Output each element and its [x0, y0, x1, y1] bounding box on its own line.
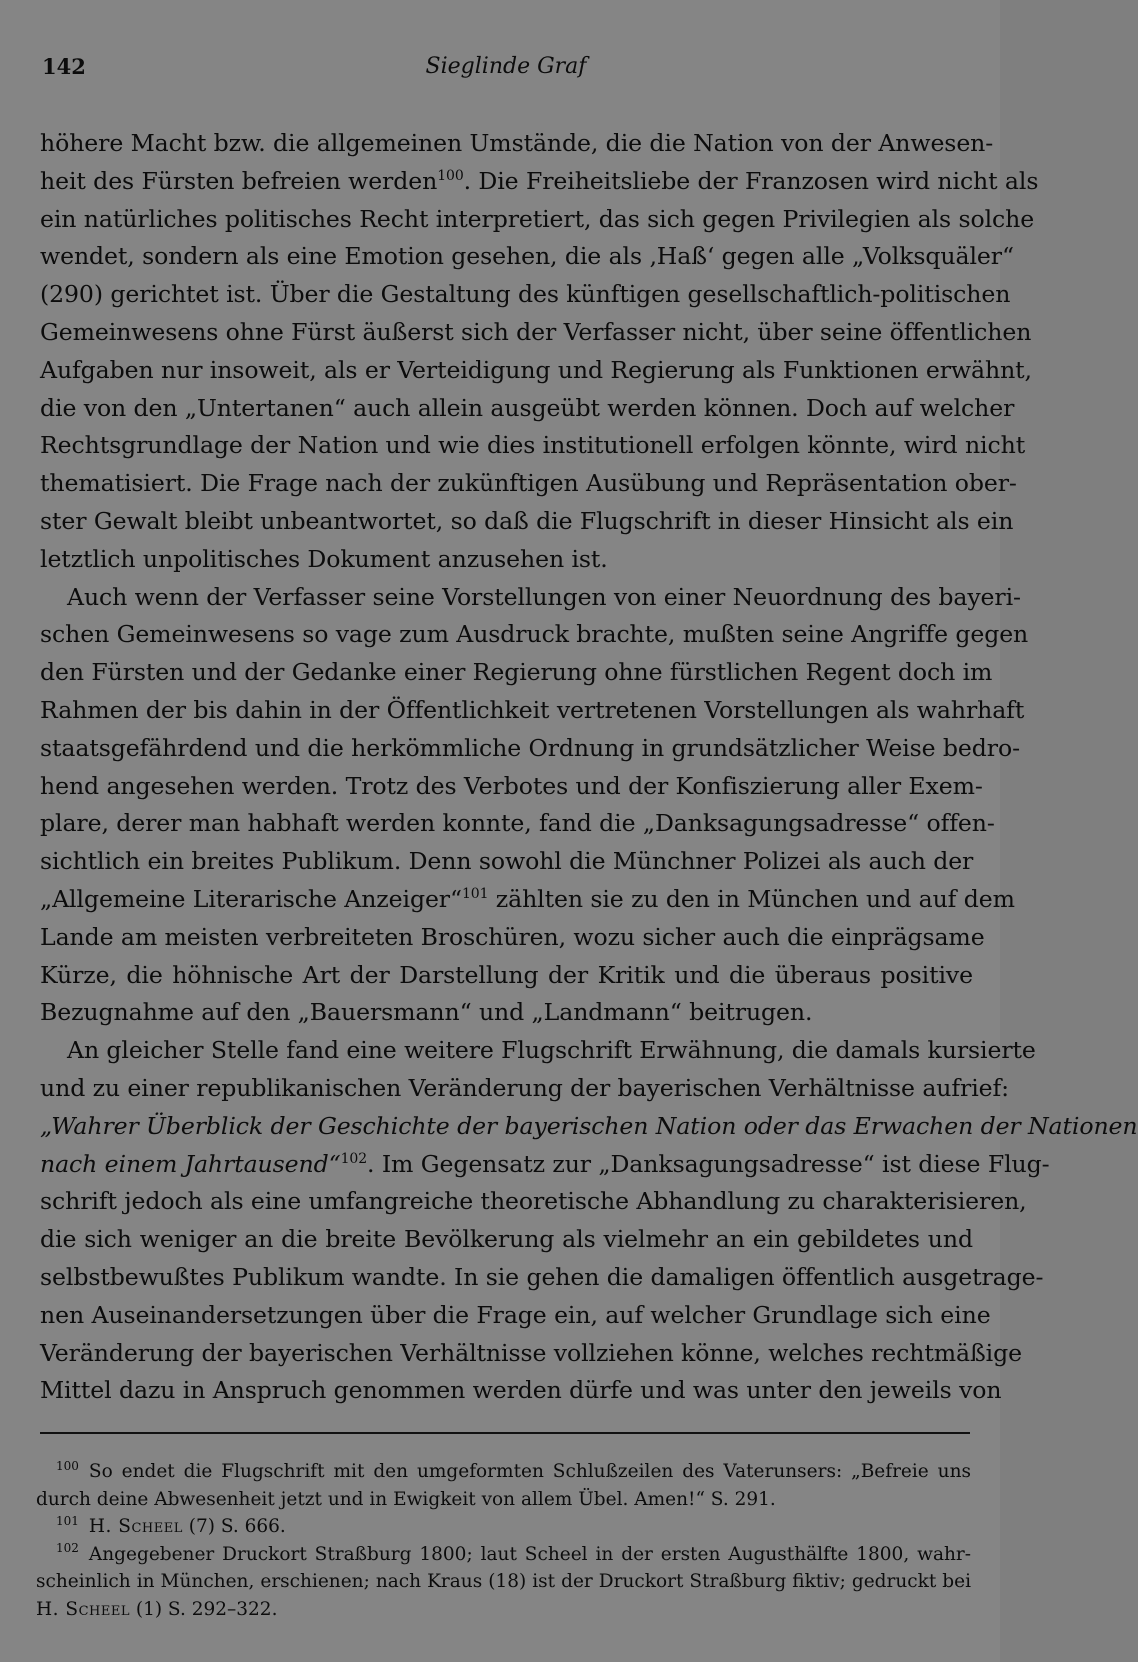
title-citation-line: „Wahrer Überblick der Geschichte der bayerischen Nation oder das Erwachen der Nationen [40, 1111, 1138, 1140]
paragraph-start: An gleicher Stelle fand eine weitere Flugschrift Erwähnung, die damals kursierte [67, 1036, 1036, 1065]
text-line: die sich weniger an die breite Bevölkerung als vielmehr an ein gebildetes und [40, 1225, 973, 1254]
text-line: Lande am meisten verbreiteten Broschüren, wozu sicher auch die einprägsame [40, 922, 985, 951]
text-line: Veränderung der bayerischen Verhältnisse vollziehen könne, welches rechtmäßige [40, 1338, 1022, 1367]
footnote-text-line [36, 1596, 971, 1624]
footnote-100 [36, 1458, 971, 1486]
page-header [42, 54, 970, 94]
text-line: plare, derer man habhaft werden konnte, fand die „Danksagungsadresse“ offen- [40, 809, 995, 838]
footnote-ref-102: 102 [340, 1150, 368, 1167]
text-line [40, 163, 1039, 201]
text-line [40, 881, 1015, 919]
footnote-102 [36, 1541, 971, 1569]
text-line: Rechtsgrundlage der Nation und wie dies institutionell erfolgen könnte, wird nicht [40, 431, 1026, 460]
text-line: letztlich unpolitisches Dokument anzusehen ist. [40, 544, 608, 573]
running-head: Sieglinde Graf [425, 54, 587, 79]
text-segment: „Allgemeine Literarische Anzeiger“ [40, 884, 462, 913]
text-line: Aufgaben nur insoweit, als er Verteidigung und Regierung als Funktionen erwähnt, [40, 355, 1032, 384]
footnote-text: (1) S. 292–322. [129, 1598, 278, 1620]
title-citation: nach einem Jahrtausend“ [40, 1149, 341, 1178]
footnote-text-line: scheinlich in München, erschienen; nach Kraus (18) ist der Druckort Straßburg fiktiv; gedruckt bei [36, 1571, 971, 1592]
text-line [40, 1146, 1050, 1184]
text-line: wendet, sondern als eine Emotion gesehen, die als ‚Haß‘ gegen alle „Volksquäler“ [40, 242, 1014, 271]
text-segment: zählten sie zu den in München und auf dem [488, 884, 1015, 913]
footnote-ref-100: 100 [437, 167, 464, 184]
footnote-author: H. Scheel [88, 1516, 183, 1537]
footnote-ref-101: 101 [461, 886, 489, 903]
text-line: sichtlich ein breites Publikum. Denn sowohl die Münchner Polizei als auch der [40, 847, 974, 876]
text-line: hend angesehen werden. Trotz des Verbotes und der Konfiszierung aller Exem- [40, 771, 983, 800]
text-line: (290) gerichtet ist. Über die Gestaltung des künftigen gesellschaftlich-politischen [40, 280, 1011, 309]
text-line: ein natürliches politisches Recht interpretiert, das sich gegen Privilegien als solche [40, 204, 1035, 233]
footnote-text: So endet die Flugschrift mit den umgeformten Schlußzeilen des Vaterunsers: „Befreie uns [88, 1461, 971, 1482]
text-line: höhere Macht bzw. die allgemeinen Umstände, die die Nation von der Anwesen- [40, 129, 994, 157]
footnote-separator [40, 1432, 970, 1434]
footnote-author: H. Scheel [36, 1598, 130, 1620]
footnote-number: 100 [56, 1458, 79, 1473]
footnote-text: (7) S. 666. [182, 1516, 286, 1537]
text-segment: . Im Gegensatz zur „Danksagungsadresse“ ist diese Flug- [367, 1149, 1050, 1178]
footnote-text: Angegebener Druckort Straßburg 1800; laut Scheel in der ersten Augusthälfte 1800, wahr- [88, 1543, 971, 1565]
text-line: schrift jedoch als eine umfangreiche theoretische Abhandlung zu charakterisieren, [40, 1187, 1027, 1216]
text-line: den Fürsten und der Gedanke einer Regierung ohne fürstlichen Regent doch im [40, 658, 993, 687]
text-line: Gemeinwesens ohne Fürst äußerst sich der Verfasser nicht, über seine öffentlichen [40, 317, 1032, 346]
footnote-number: 101 [56, 1513, 79, 1528]
text-line: Rahmen der bis dahin in der Öffentlichkeit vertretenen Vorstellungen als wahrhaft [40, 695, 1025, 724]
text-line: selbstbewußtes Publikum wandte. In sie gehen die damaligen öffentlich ausgetrage- [40, 1262, 1044, 1291]
paragraph-start: Auch wenn der Verfasser seine Vorstellungen von einer Neuordnung des bayeri- [67, 582, 1021, 611]
footnote-number: 102 [56, 1541, 79, 1556]
text-segment: . Die Freiheitsliebe der Franzosen wird nicht als [463, 166, 1039, 195]
text-segment: heit des Fürsten befreien werden [40, 166, 438, 195]
text-line: die von den „Untertanen“ auch allein ausgeübt werden können. Doch auf welcher [40, 393, 1015, 422]
text-line: Bezugnahme auf den „Bauersmann“ und „Landmann“ beitrugen. [40, 998, 813, 1027]
footnotes [36, 1458, 971, 1623]
footnote-text-line: durch deine Abwesenheit jetzt und in Ewigkeit von allem Übel. Amen!“ S. 291. [36, 1488, 776, 1510]
text-line: und zu einer republikanischen Veränderung der bayerischen Verhältnisse aufrief: [40, 1073, 1009, 1102]
text-line: thematisiert. Die Frage nach der zukünftigen Ausübung und Repräsentation ober- [40, 469, 1017, 498]
footnote-101 [36, 1513, 971, 1541]
text-line: schen Gemeinwesens so vage zum Ausdruck brachte, mußten seine Angriffe gegen [40, 620, 1029, 649]
page-number: 142 [42, 54, 86, 79]
text-line: nen Auseinandersetzungen über die Frage ein, auf welcher Grundlage sich eine [40, 1300, 991, 1329]
body-text [40, 125, 1138, 1410]
text-line: Kürze, die höhnische Art der Darstellung der Kritik und die überaus positive [40, 960, 973, 989]
text-line: Mittel dazu in Anspruch genommen werden dürfe und was unter den jeweils von [40, 1376, 1002, 1405]
text-line: staatsgefährdend und die herkömmliche Ordnung in grundsätzlicher Weise bedro- [40, 733, 1020, 762]
text-line: ster Gewalt bleibt unbeantwortet, so daß die Flugschrift in dieser Hinsicht als ein [40, 506, 1014, 535]
